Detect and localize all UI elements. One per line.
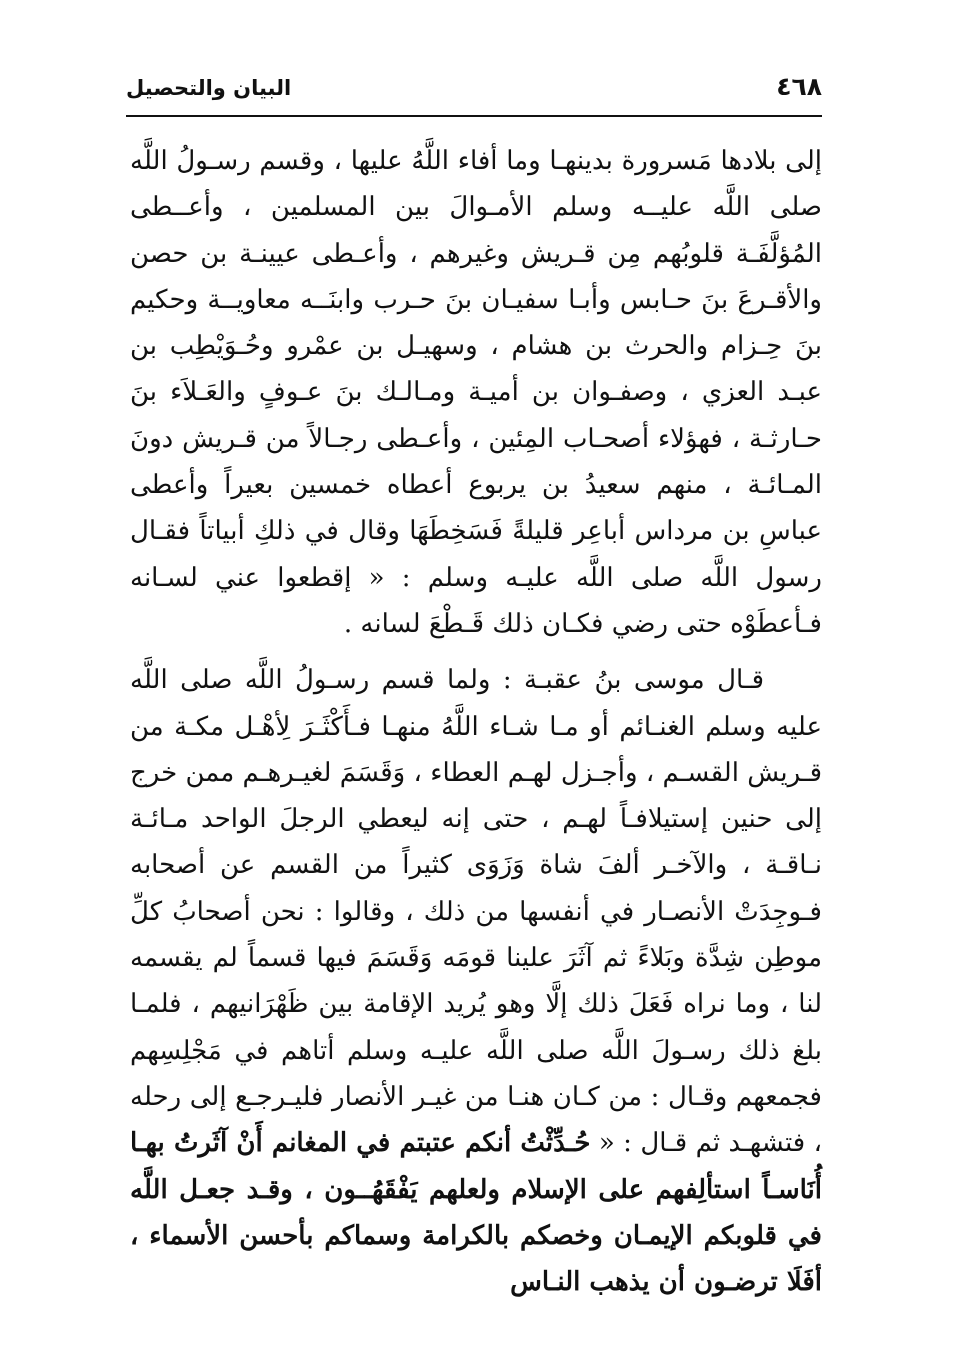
paragraph-2 [130, 657, 822, 1305]
paragraph-2-quote: حُـدِّثْتُ أنكم عتبتم في المغانم أَنْ آثَرتُ بهـا أُنَاسـاً استألِفهم على الإسلام ولعلهم يَفْقَهُــون ، وقـد جعـل اللَّه في قلوبكم الإيمـان وخصكم بالكرامة وسماكم بأحسن الأسماء ، أفَلَا ترضـون أن يذهب النـاس [130, 1128, 822, 1298]
paragraph-2-text: قـال موسى بنُ عقبـة : ولما قسم رسـولُ اللَّه صلى اللَّه عليه وسلم الغنـائم أو مـا شـاء اللَّهُ منهـا فـأَكْثَـرَ لِأهْـل مكـة من قـريش القسـم ، وأجـزل لهـم العطاء ، وَقَسَمَ لغيـرهـم ممن خرج إلى حنين إستيلافـاً لهـم ، حتى إنه ليعطي الرجلَ الواحد مـائـة نـاقـة ، والآخـر ألفَ شاة وَزَوَى كثيراً من القسم عن أصحابه فـوجِدَتْ الأنصـار في أنفسها من ذلك ، وقالوا : نحن أصحابُ كلِّ موطِن شِدَّة وبَلاءً ثم آثَرَ علينا قومَه وَقَسَمَ فيها قسماً لم يقسمه لنا ، وما نراه فَعَلَ ذلك إلَّا وهو يُريد الإقامة بين ظَهْرَانيهم ، فلمـا بلغ ذلك رسـولَ اللَّه صلى اللَّه عليـه وسلم أتاهم في مَجْلِسِهم فجمعهم وقـال : من كـان هنـا من غيـر الأنصار فليـرجـع إلى رحله ، فتشهـد ثم قـال : « [130, 665, 823, 1159]
paragraph-divider [130, 647, 822, 657]
header-rule [126, 115, 822, 117]
paragraph-1: إلى بلادها مَسرورة بدينهـا وما أفاء اللَّهُ عليها ، وقسم رسـولُ اللَّه صلى اللَّه عليــه وسلم الأمـوالَ بين المسلمين ، وأعــطى المُؤلَّفَـة قلوبُهم مِن قـريش وغيرهم ، وأعـطى عيينـة بن حصن والأقـرعَ بنَ حـابس وأبـا سفيـان بنَ حـرب وابنَــه معاويــة وحكيم بنَ حِـزام والحرث بن هشام ، وسهيـل بن عمْرو وحُـوَيْطِب بن عبـد العزي ، وصفـوان بن أميـة ومـالـك بنَ عـوفٍ والعَـلاَء بنَ حـارثـة ، فهؤلاء أصحـاب المِئين ، وأعـطى رجـالاً من قـريش دونَ المـائـة ، منهم سعيدُ بن يربوع أعطاه خمسين بعيراً وأعطى عباسِ بن مرداس أباعِر قليلةً فَسَخِطَهَا وقال في ذلكِ أبياتاً فقـال رسول اللَّه صلى اللَّه عليـه وسلم : « إقطعوا عني لسـانه فـأعطَوْه حتى رضي فكـان ذلك قَـطْعَ لسانه . [130, 146, 822, 639]
page-header [126, 72, 822, 112]
page-number: ٤٦٨ [776, 72, 822, 101]
page-body [130, 138, 822, 1305]
running-title: البيان والتحصيل [126, 76, 292, 100]
